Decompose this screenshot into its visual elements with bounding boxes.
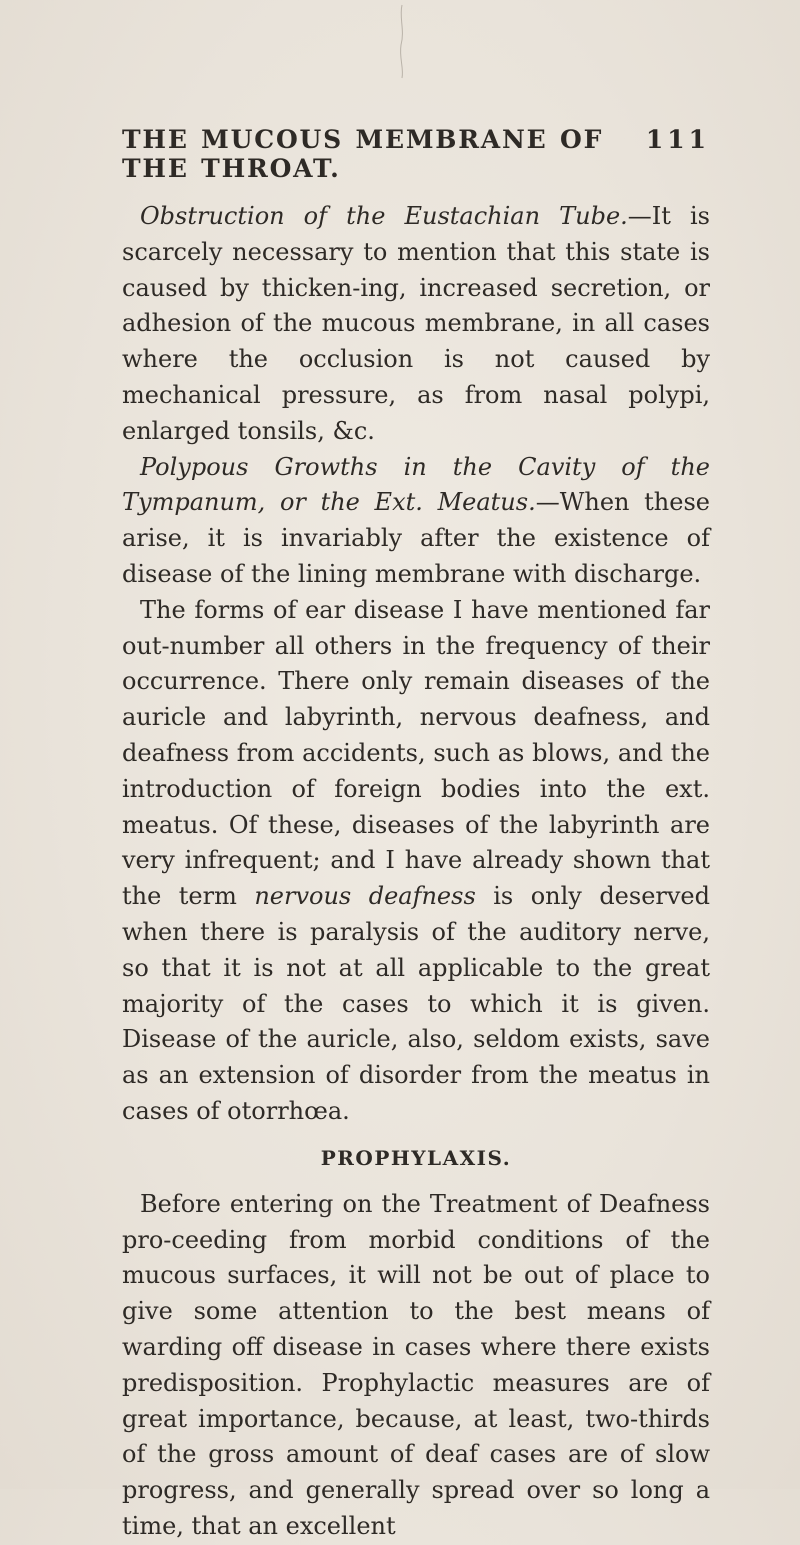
paragraph-prophylaxis: Before entering on the Treatment of Deafness pro-ceeding from morbid conditions of the mucous surfaces, it will not be out of place to give some attention to the best means of warding off disease in cases where there exists predisposition. Prophylactic measures are of great importance, because, at least, two-thirds of the gross amount of deaf cases are of slow progress, and generally spread over so long a time, that an excellent: [122, 1189, 710, 1540]
paragraph-text: The forms of ear disease I have mentioned far out-number all others in the frequency of their occurrence. There only remain diseases of the auricle and labyrinth, nervous deafness, and deafness from accidents, such as blows, and the introduction of foreign bodies into the ext. meatus. Of these, diseases of the labyrinth are very infrequent; and I have already shown that the term: [122, 595, 710, 911]
paragraph-polypous-growths: [122, 450, 710, 593]
page-edge-mark: [398, 0, 406, 80]
paragraph-heading: Polypous Growths in the Cavity of the Tympanum, or the Ext. Meatus.: [122, 452, 710, 517]
paragraph-text: —When these arise, it is invariably after the existence of disease of the lining membrane with discharge.: [122, 488, 710, 588]
running-head: [122, 125, 710, 183]
paragraph-eustachian-tube: [122, 199, 710, 450]
paragraph-heading: Obstruction of the Eustachian Tube.: [140, 202, 628, 230]
paragraph-forms-of-ear-disease: [122, 593, 710, 1130]
emphasis-text: nervous deafness: [254, 882, 476, 911]
book-page: [122, 125, 710, 1545]
section-heading: PROPHYLAXIS.: [320, 1145, 512, 1170]
running-head-title: THE MUCOUS MEMBRANE OF THE THROAT.: [122, 125, 604, 183]
page-number: 111: [645, 125, 710, 154]
paragraph-text: is only deserved when there is paralysis of the auditory nerve, so that it is not at all applicable to the great majority of the cases to which it is given. Disease of the auricle, also, seldom exists, save as an extension of disorder from the meatus in cases of otorrhœa.: [122, 882, 710, 1125]
paragraph-text: —It is scarcely necessary to mention that this state is caused by thicken-ing, increased secretion, or adhesion of the mucous membrane, in all cases where the occlusion is not caused by mechanical pressure, as from nasal polypi, enlarged tonsils, &c.: [122, 202, 710, 445]
